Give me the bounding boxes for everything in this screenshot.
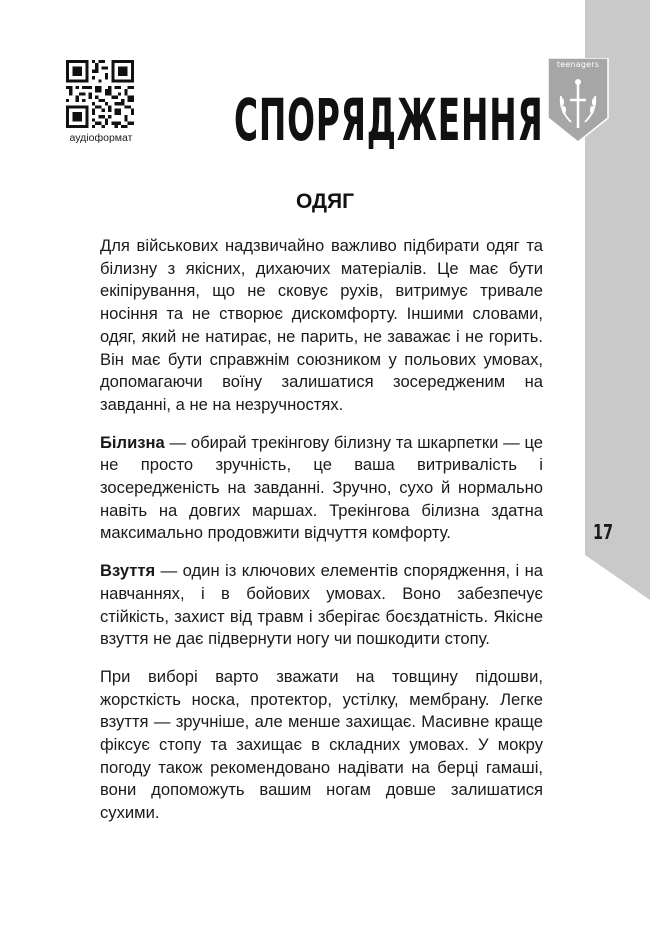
qr-code-icon[interactable] xyxy=(66,60,134,128)
paragraph-text: Для військових надзвичайно важливо підбирати одяг та білизну з якісних, дихаючих матеріалів. Це має бути екіпірування, що не сковує рухів, витримує тривале носіння та не створює дискомфорту. Іншими словами, одяг, який не натирає, не парить, не заважає і не горить. Він має бути справжнім союзником у польових умовах, допомагаючи воїну залишатися зосередженим на завданні, а не на незручностях. xyxy=(100,236,543,414)
paragraph-text: — обирай трекінгову білизну та шкарпетки — це не просто зручність, це ваша витривалість і зосередженість на завданні. Зручно, сухо й нормально навіть на довгих маршах. Трекінгова білизна здатна максимально продовжити відчуття комфорту. xyxy=(100,432,543,543)
shield-sword-emblem-icon xyxy=(547,58,609,142)
paragraph-intro xyxy=(100,235,543,417)
paragraph-lead: Взуття xyxy=(100,561,156,581)
paragraph-footwear xyxy=(100,560,543,651)
qr-caption: аудіоформат xyxy=(69,132,133,144)
badge-label: teenagers xyxy=(556,60,600,69)
paragraph-lead: Білизна xyxy=(100,432,165,452)
paragraph-text: — один із ключових елементів спорядження, і на навчаннях, і в бойових умовах. Воно забезпечує стійкість, захист від травм і зберігає боєздатність. Якісне взуття не дає підвернути ногу чи пошкодити стопу. xyxy=(100,561,543,649)
page-number: 17 xyxy=(592,520,614,544)
chapter-title: СПОРЯДЖЕННЯ xyxy=(233,87,544,155)
section-title: ОДЯГ xyxy=(295,190,355,213)
body-text xyxy=(100,235,543,840)
paragraph-underwear xyxy=(100,432,543,546)
paragraph-text: При виборі варто зважати на товщину підошви, жорсткість носка, протектор, устілку, мембрану. Легке взуття — зручніше, але менше захищає. Масивне краще фіксує стопу та захищає в складних умовах. У мокру погоду також рекомендовано надівати на берці гамаші, вони допоможуть вашим ногам довше залишатися сухими. xyxy=(100,666,543,823)
paragraph-footwear-choice xyxy=(100,666,543,825)
